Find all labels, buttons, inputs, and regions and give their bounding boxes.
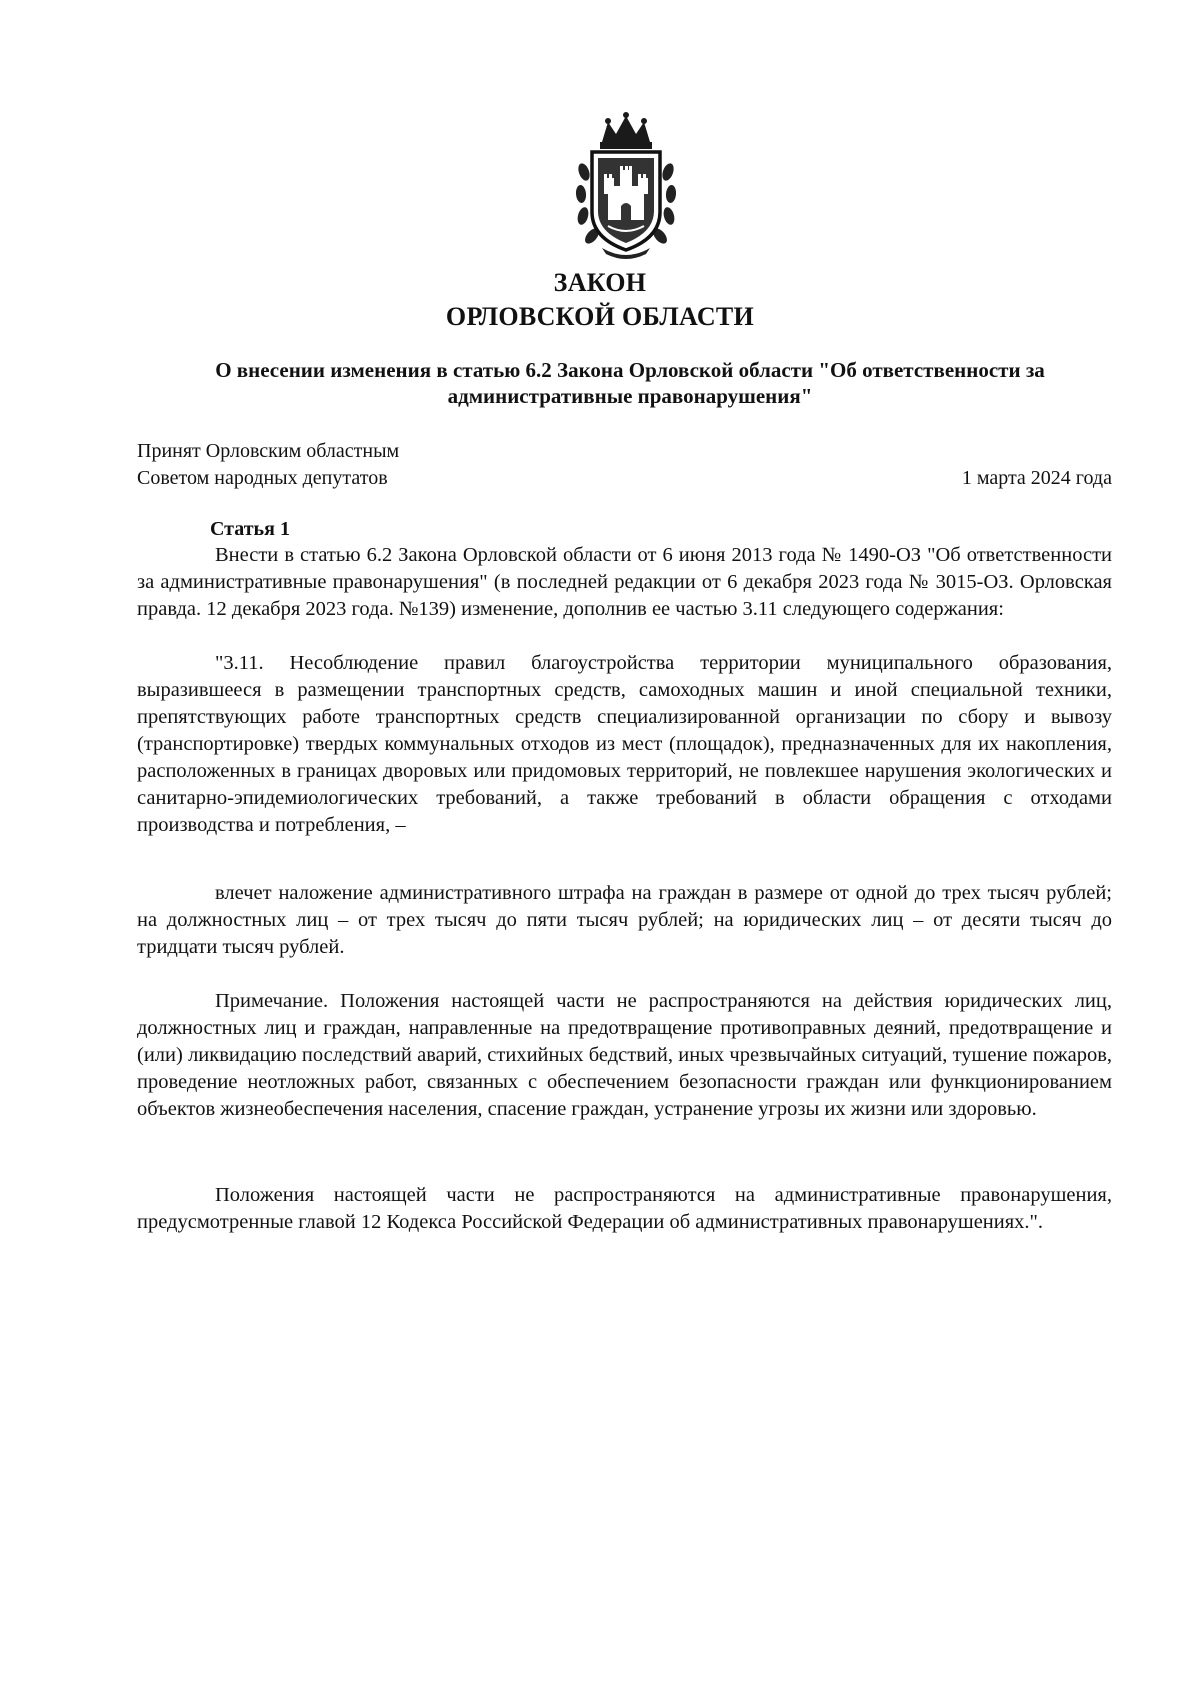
paragraph-text: Примечание. Положения настоящей части не распространяются на действия юридических лиц, должностных лиц и граждан, направленные на предотвращение противоправных деяний, предотвращение и (или) ликвидацию последствий аварий, стихийных бедствий, иных чрезвычайных ситуаций, тушение пожаров, проведение неотложных работ, связанных с обеспечением безопасности граждан или функционированием объектов жизнеобеспечения населения, спасение граждан, устранение угрозы их жизни или здоровью. — [137, 990, 1112, 1120]
coat-of-arms-icon — [572, 112, 680, 262]
article-heading: Статья 1 — [210, 518, 290, 540]
article-paragraph — [137, 542, 1112, 623]
article-paragraph — [137, 880, 1112, 961]
adoption-statement — [137, 438, 399, 492]
paragraph-text: Внести в статью 6.2 Закона Орловской области от 6 июня 2013 года № 1490-ОЗ "Об ответственности за административные правонарушения" (в последней редакции от 6 декабря 2023 года № 3015-ОЗ. Орловская правда. 12 декабря 2023 года. №139) изменение, дополнив ее частью 3.11 следующего содержания: — [137, 544, 1112, 620]
article-paragraph — [137, 650, 1112, 839]
document-title-line1: ЗАКОН — [553, 268, 647, 297]
paragraph-text: Положения настоящей части не распространяются на административные правонарушения, предусмотренные главой 12 Кодекса Российской Федерации об административных правонарушениях.". — [137, 1184, 1112, 1233]
article-paragraph — [137, 988, 1112, 1123]
law-subject: О внесении изменения в статью 6.2 Закона Орловской области "Об ответственности за административные правонарушения" — [215, 358, 1045, 408]
paragraph-text: "3.11. Несоблюдение правил благоустройства территории муниципального образования, выразившееся в размещении транспортных средств, самоходных машин и иной специальной техники, препятствующих работе транспортных средств специализированной организации по сбору и вывозу (транспортировке) твердых коммунальных отходов из мест (площадок), предназначенных для их накопления, расположенных в границах дворовых или придомовых территорий, не повлекшее нарушения экологических и санитарно-эпидемиологических требований, а также требований в области обращения с отходами производства и потребления, – — [137, 652, 1112, 836]
document-title-line2: ОРЛОВСКОЙ ОБЛАСТИ — [445, 302, 755, 331]
adoption-date: 1 марта 2024 года — [961, 467, 1112, 489]
article-paragraph — [137, 1182, 1112, 1236]
paragraph-text: влечет наложение административного штрафа на граждан в размере от одной до трех тысяч рублей; на должностных лиц – от трех тысяч до пяти тысяч рублей; на юридических лиц – от десяти тысяч до тридцати тысяч рублей. — [137, 882, 1112, 958]
adoption-line1: Принят Орловским областным — [137, 440, 400, 462]
adoption-line2: Советом народных депутатов — [137, 467, 388, 489]
